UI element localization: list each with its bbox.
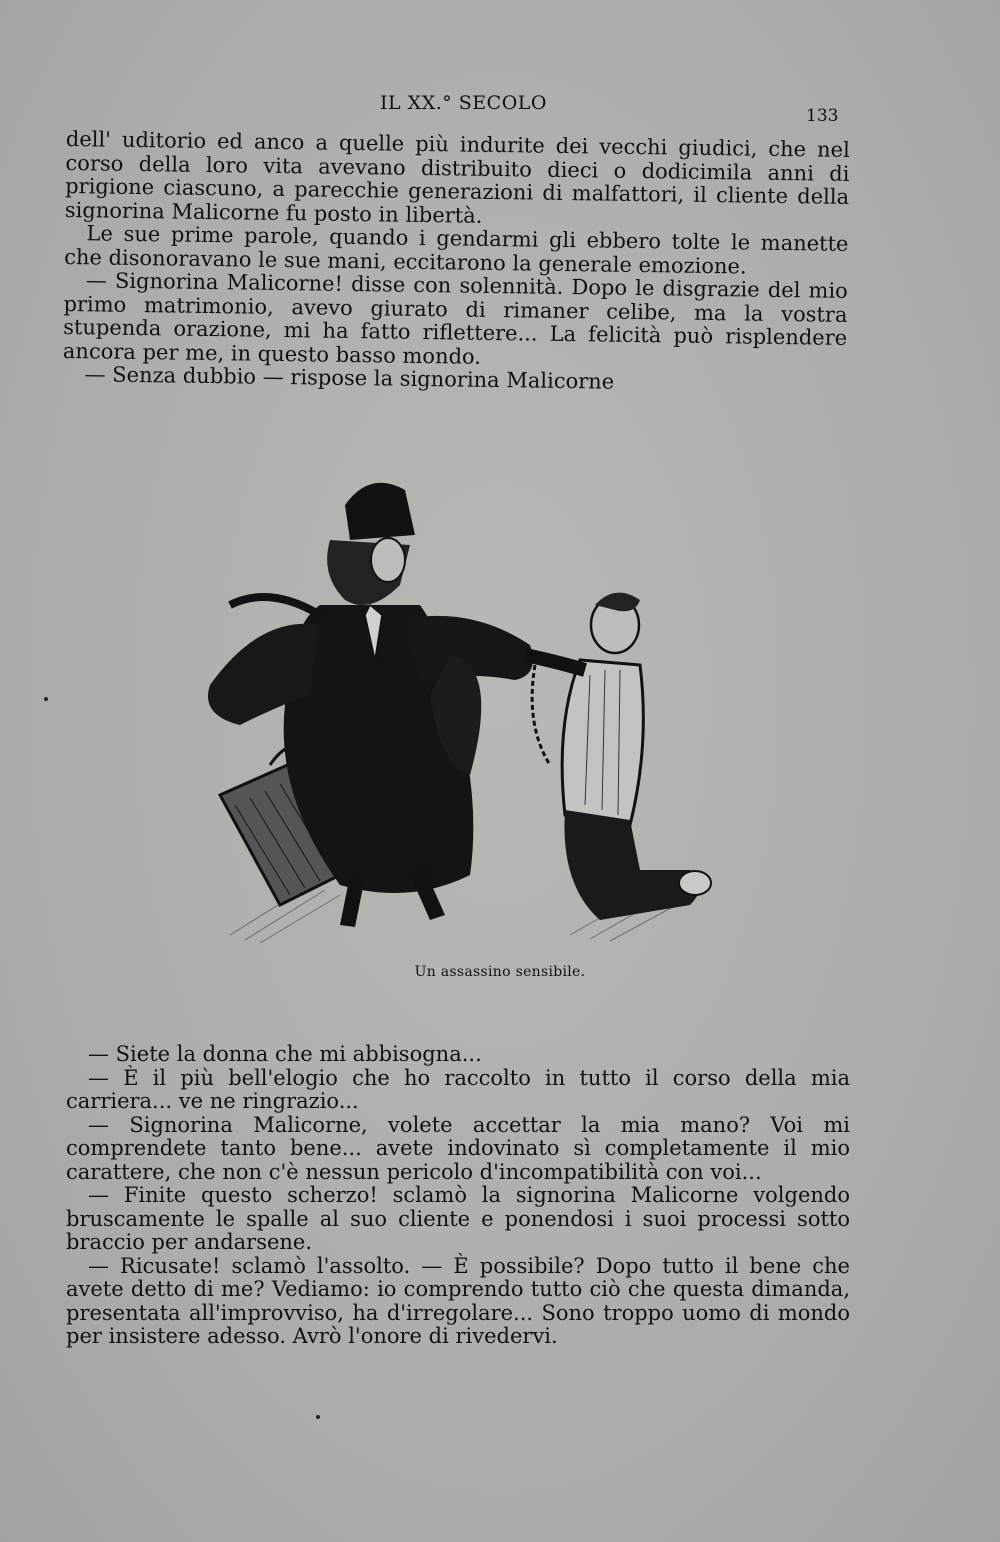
ink-speck — [44, 697, 48, 701]
illustration-engraving — [170, 465, 770, 955]
paragraph: — Signorina Malicorne, volete accettar la mia mano? Voi mi comprendete tanto bene... avete indovinato sì completamente il mio carattere, che non c'è nessun pericolo d'incompatibilità con voi... — [66, 1112, 850, 1184]
top-text-block — [62, 128, 850, 397]
bottom-text-block — [66, 1043, 850, 1349]
paragraph: — Finite questo scherzo! sclamò la signorina Malicorne volgendo bruscamente le spalle al suo cliente e ponendosi i suoi processi sotto braccio per andarsene. — [66, 1183, 850, 1254]
page-number: 133 — [806, 106, 839, 126]
running-head: IL XX.° SECOLO — [380, 92, 547, 114]
kneeling-man-figure — [525, 593, 711, 920]
paragraph: — Ricusate! sclamò l'assolto. — È possibile? Dopo tutto il bene che avete detto di me? Vediamo: io comprendo tutto ciò che questa dimanda, presentata all'improvviso, ha d'irregolare... Sono troppo uomo di mondo per insistere adesso. Avrò l'onore di rivedervi. — [66, 1253, 850, 1348]
paragraph: — Signorina Malicorne! disse con solennità. Dopo le disgrazie del mio primo matrimonio, avevo giurato di rimaner celibe, ma la vostra stupenda orazione, mi ha fatto riflettere... La felicità può risplendere ancora per me, in questo basso mondo. — [62, 268, 848, 369]
paragraph: — È il più bell'elogio che ho raccolto in tutto il corso della mia carriera... ve ne ringrazio... — [66, 1065, 850, 1113]
ink-speck — [316, 1415, 320, 1419]
paragraph: Le sue prime parole, quando i gendarmi gli ebbero tolte le manette che disonoravano le sue mani, eccitarono la generale emozione. — [64, 221, 849, 279]
illustration-caption: Un assassino sensibile. — [414, 964, 586, 980]
paragraph: dell' uditorio ed anco a quelle più indurite dei vecchi giudici, che nel corso della loro vita avevano distribuito dieci o dodicimila anni di prigione ciascuno, a parecchie generazioni di malfattori, il cliente della signorina Malicorne fu posto in libertà. — [64, 127, 850, 228]
paragraph: — Senza dubbio — rispose la signorina Malicorne — [84, 362, 615, 394]
paragraph: — Siete la donna che mi abbisogna... — [88, 1042, 482, 1066]
